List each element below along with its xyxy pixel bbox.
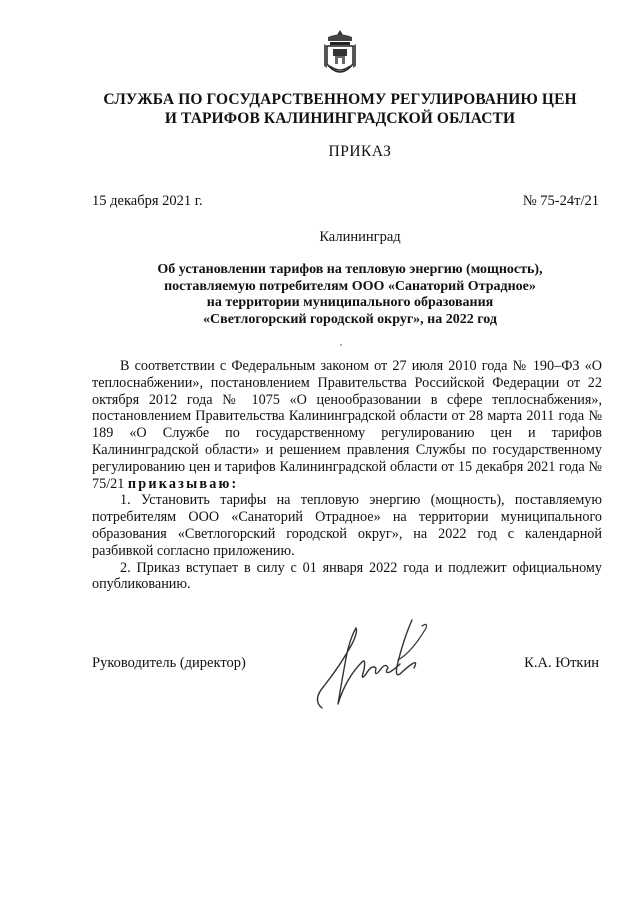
document-city: Калининград [319, 229, 401, 245]
subject-line4: «Светлогорский городской округ», на 2022 год [203, 311, 497, 327]
document-date: 15 декабря 2021 г. [92, 193, 203, 209]
subject-line3: на территории муниципального образования [206, 295, 494, 311]
scan-dot [340, 344, 342, 346]
organization-title-line2: И ТАРИФОВ КАЛИНИНГРАДСКОЙ ОБЛАСТИ [164, 110, 516, 127]
organization-title-line1: СЛУЖБА ПО ГОСУДАРСТВЕННОМУ РЕГУЛИРОВАНИЮ ЦЕН [103, 91, 577, 108]
order-item-1: 1. Установить тарифы на тепловую энергию (мощность), поставляемую потребителям ООО «Санаторий Отрадное» на территории муниципального образования «Светлогорский городской округ», на 2022 год с календарной разбивкой согласно приложению. [92, 492, 602, 559]
order-item-2: 2. Приказ вступает в силу с 01 января 2022 года и подлежит официальному опубликованию. [92, 559, 602, 593]
coat-of-arms-icon [322, 28, 358, 82]
signatory-name: К.А. Юткин [524, 655, 599, 671]
order-word: приказываю: [127, 475, 239, 492]
document-type: ПРИКАЗ [328, 143, 392, 160]
organization-title [80, 90, 600, 128]
preamble-text: В соответствии с Федеральным законом от 27 июля 2010 года № 190–ФЗ «О теплоснабжении», постановлением Правительства Российской Федерации от 22 октября 2012 года № 1075 «О ценообразовании в сфере теплоснабжения», постановлением Правительства Калининградской области от 28 марта 2011 года № 189 «О Службе по государственному регулированию цен и тарифов Калининградской области» и решением правления Службы по государственному регулированию цен и тарифов Калининградской области от 15 декабря 2021 года № 75/21 [92, 358, 602, 492]
subject-line1: Об установлении тарифов на тепловую энергию (мощность), [157, 262, 543, 277]
preamble-paragraph [92, 358, 602, 492]
signatory-role: Руководитель (директор) [92, 655, 246, 671]
handwritten-signature-icon [300, 608, 440, 718]
subject-line2: поставляемую потребителям ООО «Санаторий Отрадное» [164, 278, 536, 294]
document-number: № 75-24т/21 [522, 193, 599, 209]
document-subject [100, 262, 600, 328]
document-body [92, 358, 602, 593]
